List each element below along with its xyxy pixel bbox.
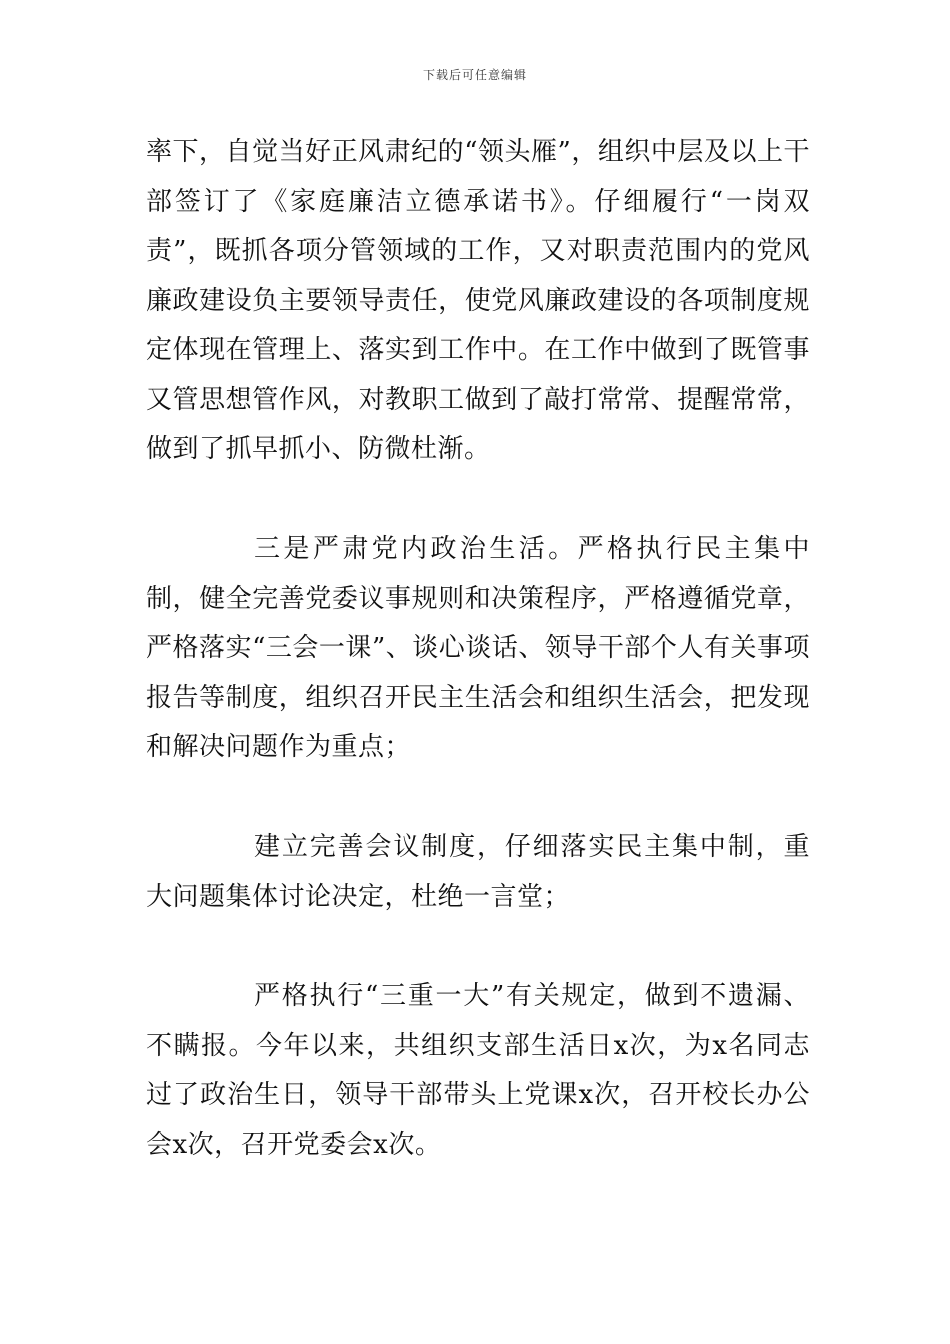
- paragraph-2: 三是严肃党内政治生活。严格执行民主集中制，健全完善党委议事规则和决策程序，严格遵循党章，严格落实“三会一课”、谈心谈话、领导干部个人有关事项报告等制度，组织召开民主生活会和组织生活会，把发现和解决问题作为重点；: [146, 534, 810, 762]
- paragraph-3: 建立完善会议制度，仔细落实民主集中制，重大问题集体讨论决定，杜绝一言堂；: [146, 832, 810, 912]
- paragraph-4: 严格执行“三重一大”有关规定，做到不遗漏、不瞒报。今年以来，共组织支部生活日x次，为x名同志过了政治生日，领导干部带头上党课x次，召开校长办公会x次，召开党委会x次。: [146, 981, 810, 1160]
- header-note: 下载后可任意编辑: [422, 68, 527, 82]
- paragraph-1: 率下，自觉当好正风肃纪的“领头雁”，组织中层及以上干部签订了《家庭廉洁立德承诺书》。仔细履行“一岗双责”，既抓各项分管领域的工作，又对职责范围内的党风廉政建设负主要领导责任，使党风廉政建设的各项制度规定体现在管理上、落实到工作中。在工作中做到了既管事又管思想管作风，对教职工做到了敲打常常、提醒常常，做到了抓早抓小、防微杜渐。: [146, 137, 810, 464]
